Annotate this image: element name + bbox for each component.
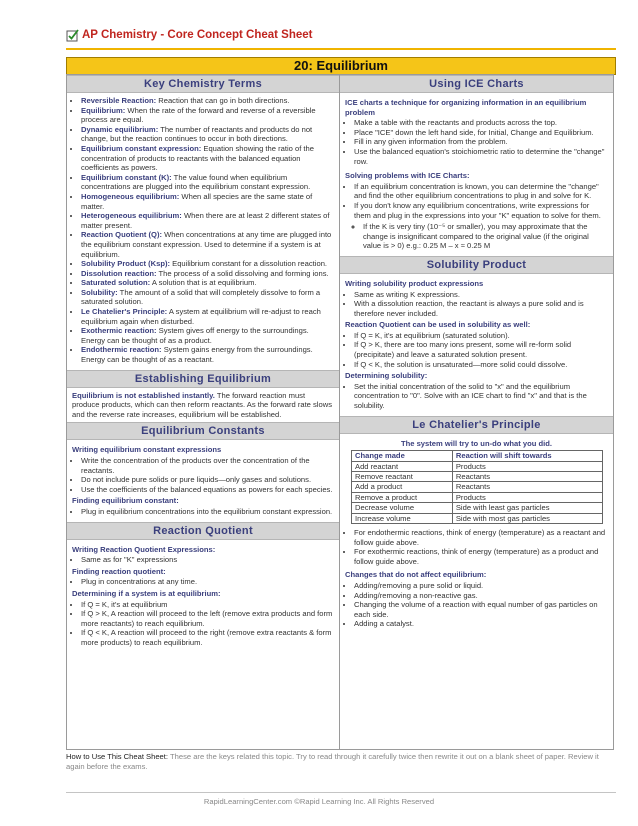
lechatelier-sub2: Changes that do not affect equilibrium: [345, 570, 487, 580]
key-term-definition: The amount of a solid that will completely dissolve to form a saturated solution. [81, 287, 321, 307]
establishing-heading: Establishing Equilibrium [67, 370, 339, 388]
constants-heading: Equilibrium Constants [67, 422, 339, 440]
header-rule [66, 48, 616, 50]
table-cell: Side with least gas particles [452, 503, 602, 513]
list-item: ◦ If the K is very tiny (10⁻⁵ or smaller), you may approximate that the change is insignificant compared to the original value (if the original value is > 0) e.g.: 0.25 M – x ≈ 0.25 M [363, 222, 608, 251]
constants-sub1: Writing equilibrium constant expressions [72, 445, 222, 455]
table-cell: Remove a product [352, 492, 453, 502]
key-term-definition: The number of reactants and products do not change, but the reaction continues to occur in both directions. [81, 124, 313, 144]
shift-table-header: Change made [352, 451, 453, 461]
list-item: • Fill in any given information from the problem. [354, 137, 608, 147]
key-term-definition: Equilibrium constant for a dissolution reaction. [170, 259, 328, 269]
key-term-item [81, 211, 334, 230]
list-item: • Place "ICE" down the left hand side, for Initial, Change and Equilibrium. [354, 128, 608, 138]
solubility-list2 [345, 331, 608, 369]
list-item: • Same as writing K expressions. [354, 290, 608, 300]
key-term-definition: Equation showing the ratio of the concentration of products to reactants with the balanced equation coefficients as powers. [81, 143, 314, 173]
key-term-definition: System gives off energy to the surroundings. Energy can be thought of as a product. [81, 326, 309, 345]
table-row [352, 492, 603, 502]
list-item: • Plug in concentrations at any time. [81, 577, 334, 587]
key-term-definition: System gains energy from the surroundings. Energy can be thought of as a reactant. [81, 345, 313, 365]
quotient-list2 [72, 577, 334, 587]
key-term-name: Reaction Quotient (Q): [81, 230, 162, 240]
list-item: • Plug in equilibrium concentrations into the equilibrium constant expression. [81, 507, 334, 517]
key-term-name: Reversible Reaction: [81, 96, 157, 105]
list-item: • With a dissolution reaction, the reactant is always a pure solid and is therefore never included. [354, 299, 608, 318]
list-item: • If an equilibrium concentration is known, you can determine the "change" and find the other equilibrium concentrations to plug in and solve for K. [354, 182, 608, 201]
quotient-body [67, 540, 339, 653]
key-term-definition: A system at equilibrium will re-adjust to reach equilibrium again when disturbed. [81, 307, 321, 326]
list-item: • Same as for "K" expressions [81, 555, 334, 565]
key-term-item [81, 125, 334, 144]
quotient-list1 [72, 555, 334, 565]
list-item: • Changing the volume of a reaction with equal number of gas particles on each side. [354, 600, 608, 619]
key-term-name: Endothermic reaction: [81, 345, 162, 355]
list-item: • For endothermic reactions, think of energy (temperature) as a reactant and follow guide above. [354, 528, 608, 547]
how-to-label: How to Use This Cheat Sheet: [66, 752, 169, 761]
list-item: • If Q > K, there are too many ions present, some will re-form solid (precipitate) and leave a saturated solution present. [354, 340, 608, 359]
table-row [352, 513, 603, 523]
establishing-body [67, 388, 339, 423]
list-item: • If Q > K, A reaction will proceed to the left (remove extra products and form more reactants) to reach equilibrium. [81, 609, 334, 628]
key-term-item [81, 230, 334, 259]
constants-list2 [72, 507, 334, 517]
how-to-use [66, 752, 616, 772]
key-term-item [81, 173, 334, 192]
solubility-body [340, 274, 613, 416]
key-term-item [81, 326, 334, 345]
list-item: • Adding/removing a non-reactive gas. [354, 591, 608, 601]
key-term-name: Exothermic reaction: [81, 326, 157, 336]
key-term-name: Saturated solution: [81, 278, 151, 288]
key-term-item [81, 106, 334, 125]
ice-body [340, 93, 613, 256]
list-item: • Use the coefficients of the balanced equations as powers for each species. [81, 485, 334, 495]
table-row [352, 461, 603, 471]
solubility-sub2: Reaction Quotient can be used in solubility as well: [345, 320, 531, 330]
key-term-item [81, 259, 334, 269]
establishing-text: The forward reaction must produce products, which can then reform reactants. As the forward rate slows and the reverse rate increases, equilibrium will be established. [72, 390, 333, 419]
table-cell: Side with most gas particles [452, 513, 602, 523]
page-title: AP Chemistry - Core Concept Cheat Sheet [82, 29, 313, 41]
left-column [67, 75, 339, 653]
how-to-text: These are the keys related this topic. Try to read through it carefully twice then rewrite it out on a blank sheet of paper. Review it again before the exams. [66, 752, 599, 771]
list-item: • If Q < K, A reaction will proceed to the right (remove extra reactants & form more products) to reach equilibrium. [81, 628, 334, 647]
table-cell: Reactants [452, 482, 602, 492]
ice-heading: Using ICE Charts [340, 75, 613, 93]
key-term-item [81, 278, 334, 288]
lechatelier-heading: Le Chatelier's Principle [340, 416, 613, 434]
lechatelier-list1 [345, 528, 608, 566]
key-term-name: Solubility Product (Ksp): [81, 259, 171, 269]
solubility-list3 [345, 382, 608, 411]
key-term-item [81, 96, 334, 106]
right-column [340, 75, 613, 634]
quotient-heading: Reaction Quotient [67, 522, 339, 540]
key-term-item [81, 288, 334, 307]
constants-list1 [72, 456, 334, 494]
list-item: • If Q < K, the solution is unsaturated—more solid could dissolve. [354, 360, 608, 370]
list-item: • If you don't know any equilibrium concentrations, write expressions for them and plug in the expressions into your "K" equation to solve for them. [354, 201, 608, 220]
ice-list2 [345, 182, 608, 220]
lechatelier-body [340, 434, 613, 634]
table-cell: Add a product [352, 482, 453, 492]
list-item: • Do not include pure solids or pure liquids—only gases and solutions. [81, 475, 334, 485]
shift-table-header: Reaction will shift towards [452, 451, 602, 461]
key-term-definition: When all species are the same state of matter. [81, 191, 313, 211]
page-footer: RapidLearningCenter.com ©Rapid Learning Inc. All Rights Reserved [203, 797, 435, 806]
key-term-item [81, 144, 334, 173]
key-term-definition: When the rate of the forward and reverse of a reversible process are equal. [81, 105, 316, 125]
key-term-definition: A solution that is at equilibrium. [150, 278, 257, 288]
list-item: • Set the initial concentration of the solid to "x" and the equilibrium concentration to "0". Solve with an ICE chart to find "x" and that is the solubility. [354, 382, 608, 411]
lechatelier-tagline: The system will try to un-do what you did. [400, 438, 553, 448]
key-term-name: Equilibrium: [81, 105, 126, 115]
topic-banner: 20: Equilibrium [66, 57, 616, 75]
solubility-sub3: Determining solubility: [345, 371, 428, 381]
lechatelier-list2 [345, 581, 608, 629]
key-term-name: Le Chatelier's Principle: [81, 307, 168, 317]
shift-table-body [352, 461, 603, 523]
quotient-sub3: Determining if a system is at equilibrium: [72, 588, 221, 598]
list-item: • Make a table with the reactants and products across the top. [354, 118, 608, 128]
footer-rule [66, 792, 616, 793]
key-term-name: Equilibrium constant expression: [81, 143, 202, 153]
key-terms-heading: Key Chemistry Terms [67, 75, 339, 93]
table-row [352, 472, 603, 482]
key-term-name: Dissolution reaction: [81, 268, 157, 278]
key-term-item [81, 307, 334, 326]
checkmark-pencil-icon [66, 28, 80, 42]
table-cell: Add reactant [352, 461, 453, 471]
key-terms-body [67, 93, 339, 370]
table-row [352, 503, 603, 513]
shift-table [351, 450, 603, 524]
table-cell: Remove reactant [352, 472, 453, 482]
solubility-sub1: Writing solubility product expressions [345, 278, 484, 288]
establishing-lead: Equilibrium is not established instantly. [72, 390, 215, 400]
table-cell: Products [452, 461, 602, 471]
ice-sub2: Solving problems with ICE Charts: [345, 171, 470, 181]
list-item: • If Q = K, it's at equilibrium (saturated solution). [354, 331, 608, 341]
list-item: • If Q = K, it's at equilibrium [81, 600, 334, 610]
key-term-definition: When concentrations at any time are plugged into the equilibrium constant expression. Used to determine if a system is at equilibrium. [81, 230, 332, 259]
key-term-name: Homogeneous equilibrium: [81, 191, 180, 201]
key-term-name: Solubility: [81, 287, 118, 297]
key-term-definition: The process of a solid dissolving and forming ions. [156, 268, 329, 278]
key-terms-list [72, 96, 334, 365]
key-term-name: Dynamic equilibrium: [81, 124, 159, 134]
ice-sub1: ICE charts a technique for organizing information in an equilibrium problem [345, 98, 587, 117]
ice-sublist [345, 222, 608, 251]
table-row [352, 482, 603, 492]
shift-table-header-row [352, 451, 603, 461]
list-item: • Adding/removing a pure solid or liquid. [354, 581, 608, 591]
quotient-sub2: Finding reaction quotient: [72, 566, 166, 576]
solubility-heading: Solubility Product [340, 256, 613, 274]
quotient-list3 [72, 600, 334, 648]
list-item: • Use the balanced equation's stoichiometric ratio to determine the "change" row. [354, 147, 608, 166]
key-term-name: Heterogeneous equilibrium: [81, 211, 182, 221]
key-term-item [81, 269, 334, 279]
key-term-item [81, 192, 334, 211]
table-cell: Increase volume [352, 513, 453, 523]
ice-list1 [345, 118, 608, 166]
table-cell: Reactants [452, 472, 602, 482]
list-item: • Adding a catalyst. [354, 619, 608, 629]
constants-body [67, 440, 339, 521]
solubility-list1 [345, 290, 608, 319]
constants-sub2: Finding equilibrium constant: [72, 496, 179, 506]
table-cell: Products [452, 492, 602, 502]
key-term-definition: Reaction that can go in both directions. [156, 96, 290, 105]
table-cell: Decrease volume [352, 503, 453, 513]
list-item: • Write the concentration of the products over the concentration of the reactants. [81, 456, 334, 475]
list-item: • For exothermic reactions, think of energy (temperature) as a product and follow guide above. [354, 547, 608, 566]
key-term-item [81, 345, 334, 364]
page-header [66, 28, 616, 46]
key-term-definition: The value found when equilibrium concentrations are plugged into the equilibrium constant expression. [81, 172, 311, 192]
quotient-sub1: Writing Reaction Quotient Expressions: [72, 544, 216, 554]
key-term-name: Equilibrium constant (K): [81, 172, 172, 182]
key-term-definition: When there are at least 2 different states of matter present. [81, 211, 330, 230]
